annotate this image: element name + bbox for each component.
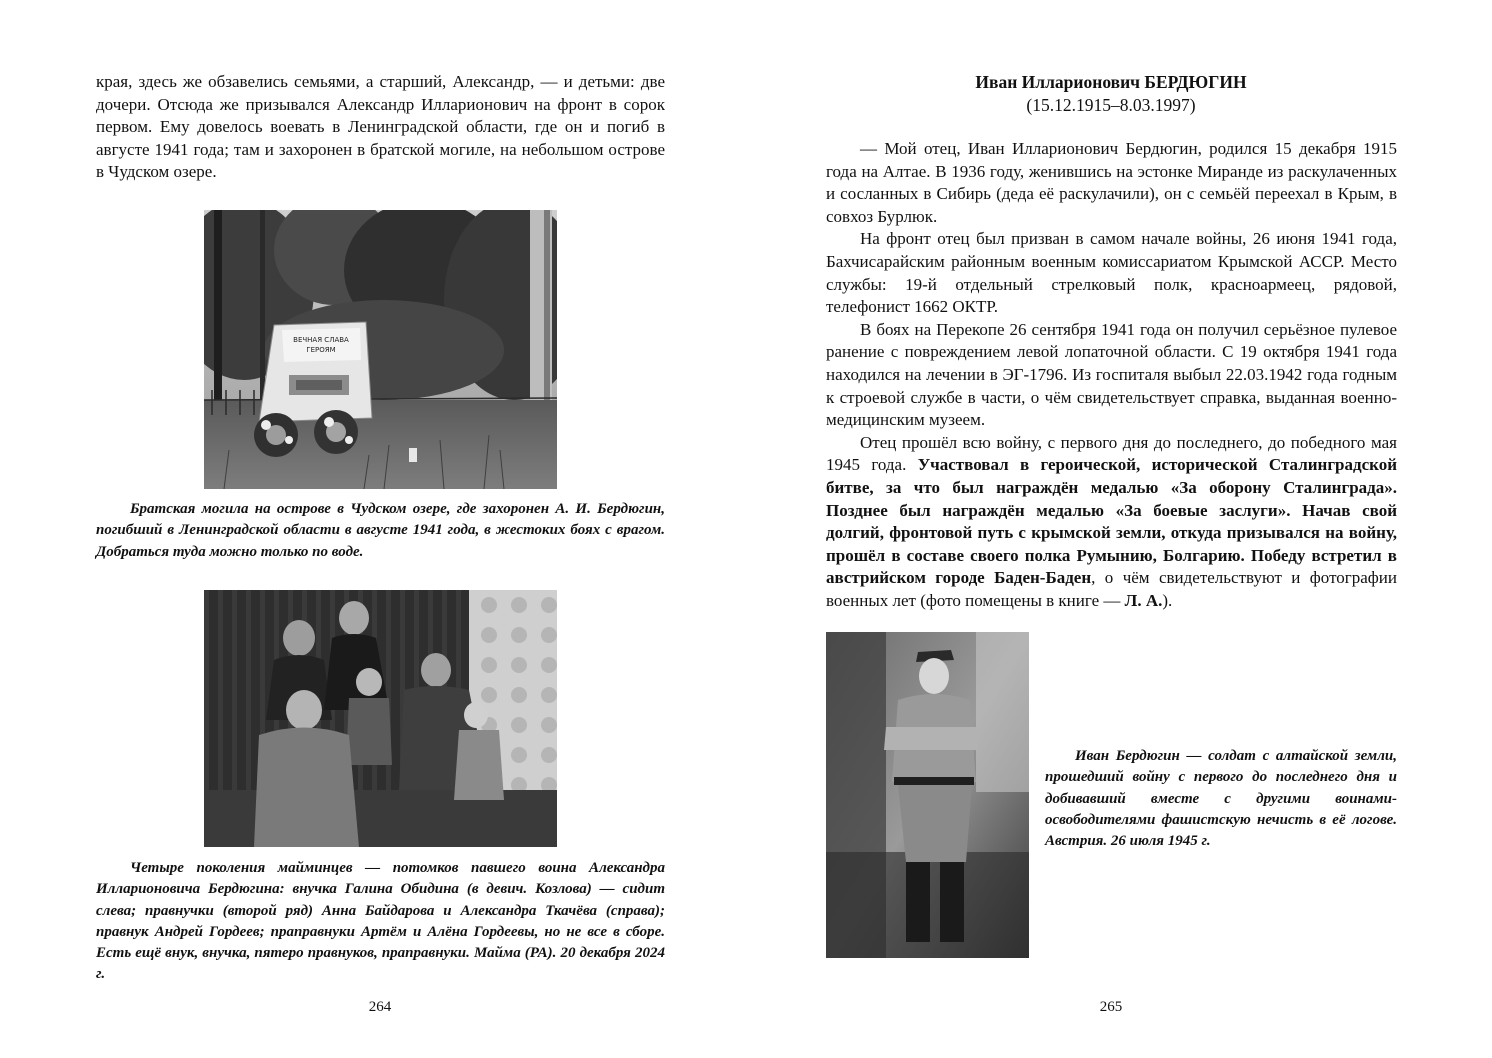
bio-p4-mid: , о чём свидетельствуют и фотографии военных лет (фото помещены в книге — [826,568,1398,610]
memorial-photo-graphic [204,210,557,489]
soldier-photo [826,632,1029,958]
soldier-caption: Иван Бердюгин — солдат с алтайской земли, прошедший войну с первого до последнего дня и добивавший вместе с другими воинами-освободителями фашистскую нечисть в её логове. Австрия. 26 июля 1945 г. [1045,748,1397,850]
bio-paragraph-2: На фронт отец был призван в самом начале войны, 26 июня 1941 года, Бахчисарайским районным военным комиссариатом Крымской АССР. Место службы: 19-й отдельный стрелковый полк, красноармеец, рядовой, телефонист 1662 ОКТР. [826,229,1397,317]
family-caption: Четыре поколения майминцев — потомков павшего воина Александра Илларионовича Бердюгина: внучка Галина Обидина (в девич. Козлова) — сидит слева; правнучки (второй ряд) Анна Байдарова и Александра Ткачёва (справа); правнук Андрей Гордеев; праправнуки Артём и Алёна Гордеевы, но не все в сборе. Есть ещё внук, внучка, пятеро правнуков, праправнуки. Майма (РА). 20 декабря 2024 г. [96,860,665,983]
intro-paragraph: края, здесь же обзавелись семьями, а старший, Александр, — и детьми: две дочери. Отсюда же призывался Александр Илларионович на фронт в сорок первом. Ему довелось воевать в Ленинградской области, где он и погиб в августе 1941 года; там и захоронен в братской могиле, на небольшом острове в Чудском озере. [96,72,665,182]
person-heading [826,71,1396,117]
bio-p4-start: Отец прошёл всю войну, с первого дня до последнего, до победного мая 1945 года. [826,432,1397,475]
monument-text-2: ГЕРОЯМ [306,346,336,354]
left-intro-text [96,71,665,184]
memorial-caption: Братская могила на острове в Чудском озере, где захоронен А. И. Бердюгин, погибший в Ленинградской области в августе 1941 года, в жестоких боях с врагом. Добраться туда можно только по воде. [96,501,665,560]
biography-text [826,138,1397,612]
page-number-left: 264 [368,999,392,1015]
family-photo [204,590,557,847]
bio-paragraph-4 [826,432,1397,613]
bio-paragraph-1: — Мой отец, Иван Илларионович Бердюгин, родился 15 декабря 1915 года на Алтае. В 1936 году, женившись на эстонке Миранде из раскулаченных и сосланных в Сибирь (деда её раскулачили), он с семьёй переехал в Крым, в совхоз Бурлюк. [826,139,1397,226]
soldier-photo-graphic [826,632,1029,958]
person-dates: (15.12.1915–8.03.1997) [1026,95,1196,115]
bio-p4-initials: Л. А. [1124,590,1163,610]
family-photo-graphic [204,590,557,847]
bio-paragraph-3: В боях на Перекопе 26 сентября 1941 года он получил серьёзное пулевое ранение с повреждением левой лопаточной области. С 19 октября 1941 года находился на лечении в ЭГ-1796. Из госпиталя выбыл 22.03.1942 года годным к строевой службе в части, о чём свидетельствует справка, выданная военно-медицинским музеем. [826,319,1397,430]
page-number-right: 265 [1099,999,1123,1015]
person-name: Иван Илларионович БЕРДЮГИН [975,72,1247,92]
bio-p4-end: ). [1162,590,1173,610]
memorial-photo [204,210,557,489]
monument-text-1: ВЕЧНАЯ СЛАВА [293,336,349,344]
bio-p4-bold: Участвовал в героической, исторической Сталинградской битве, за что был награждён медалью «За оборону Сталинграда». Позднее был награждён медалью «За боевые заслуги». Начав свой долгий, фронтовой путь с крымской земли, откуда призывался на войну, прошёл в составе своего полка Румынию, Болгарию. Победу встретил в австрийском городе Баден-Баден [826,455,1398,588]
